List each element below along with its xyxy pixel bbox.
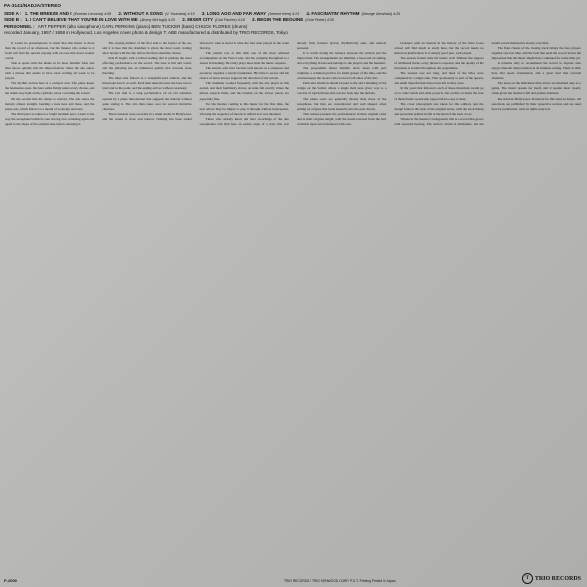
liner-note-paragraph: The drummer worked frequently with the alto player in this period, and their familiarity shows. Accents fall exactly where the phrase expects them, and the brushes on the slower pieces are especially fine. bbox=[199, 81, 289, 101]
liner-note-paragraph: The programme mixes familiar show tunes with jazz originals, a common practice for small groups of the time, and the contrast keeps the record varied across both sides of the disc. bbox=[296, 66, 387, 81]
side-b-label: SIDE B : bbox=[4, 17, 22, 23]
footer bbox=[4, 572, 583, 584]
trio-mark-icon: T bbox=[522, 573, 533, 584]
personnel-names: ART PEPPER (alto saxophone) CARL PERKINS (piano) BEN TUCKER (bass) CHUCK FLORES (drums) bbox=[37, 23, 248, 29]
personnel-label: PERSONNEL : bbox=[4, 23, 35, 29]
track-credit: (Jimmy McHugh) 4:20 bbox=[139, 18, 175, 23]
track-credit: (George Gershwin) 4:25 bbox=[361, 12, 401, 16]
liner-note-paragraph: The final chorus of the closing track brings the four players together one last time, and the fade that ends the record leaves the impression that the music might have continued for some time yet. bbox=[491, 46, 581, 61]
track-listing bbox=[4, 11, 582, 37]
liner-note-paragraph: These sessions were recorded in a small studio in Hollywood, and the sound is close and natural. Nothing has been added afterward; what is heard is what the four men played in the room that day. bbox=[102, 41, 289, 121]
liner-note-paragraph: Recorded in Hollywood. Produced for this issue in Tokyo. All selections are published by their respective owners and are used here by permission, with all rights reserved. bbox=[491, 96, 581, 111]
liner-note-paragraph: The session was not long, and most of the titles were completed in a single take. That spontaneity is part of the appeal, and small imperfections have been left as they were. bbox=[394, 71, 484, 86]
liner-note-paragraph: Side B begins with a ballad reading that is perhaps the most affecting performance on the record. The tone is full and warm, and the phrasing has an unhurried quality that rewards close listening. bbox=[102, 56, 192, 76]
track-credit: (Cole Porter) 4:30 bbox=[305, 18, 334, 23]
liner-note-paragraph: The rhythm section here is a compact unit. The piano keeps the harmonies open, the bass walks firmly under every chorus, and the drums stay light on the cymbals, never crowding the soloist. bbox=[5, 81, 95, 96]
track-credit: (Ernesto Lecuona) 4:08 bbox=[73, 12, 112, 16]
track-title: 4. FASCINATIN' RHYTHM bbox=[306, 11, 360, 16]
catalog-number: PA-3141/NADJA/STEREO bbox=[4, 3, 62, 8]
liner-note-paragraph: The third piece is taken at a bright medium pace. Listen to the way the saxophone builds its solo in long arcs, returning again and again to the shape of the original tune before releasing it. bbox=[5, 111, 95, 126]
liner-note-paragraph: The blues that follows is a straightforward vehicle, and the musicians treat it as such. Each man takes his turn, the bass solo is brief and to the point, and the ending arrives without ceremony. bbox=[102, 76, 192, 91]
side-a-label: SIDE A : bbox=[4, 11, 22, 16]
liner-note-paragraph: Listeners with an interest in the history of the West Coast school will find much to study here, but the record needs no historical justification. It is simply good jazz, well played. bbox=[394, 41, 484, 56]
liner-note-paragraph: Whatever the listener's background, this is a record that grows with repeated hearing. The surface charm is immediate, but the details reveal themselves slowly over time. bbox=[394, 41, 550, 126]
liner-note-paragraph: Particular attention should be paid to the alto's handling of the bridge on the ballad, where a single held note gives way to a cascade of rapid phrases that resolve back into the melody. bbox=[296, 81, 387, 96]
track-credit: (V. Youmans) 4:15 bbox=[165, 12, 195, 16]
liner-note-paragraph: The cover photograph was taken for this edition, and the design follows the style of the original series, with the track listing and personnel printed in full at the head of the back cover. bbox=[394, 101, 484, 116]
liner-note-paragraph: Side A opens with the theme in its most familiar form and then moves quickly into the improvisation, where the alto enters with a phrase that seems to have been waiting all week to be played. bbox=[5, 61, 95, 81]
footer-code: P-2000 bbox=[4, 578, 17, 583]
liner-note-paragraph: The piano solos are generally shorter than those of the saxophone, but they are concentrated and well shaped, often ending on a figure that leads naturally into the next chorus. bbox=[296, 96, 387, 111]
liner-note-paragraph: For the listener coming to this music for the first time, the best advice may be simply to play it through without interruption, allowing the sequence of moods to unfold as it was intended. bbox=[199, 101, 289, 116]
liner-note-paragraph: Those who already know the later recordings of the alto saxophonist will find here an earlier stage of a style that was already fully formed: lyrical, rhythmically alert, and entirely personal. bbox=[199, 41, 387, 126]
liner-note-paragraph: The last title is a long performance on an old standard, opened by a piano introduction that suggests the melody without quite stating it. The alto then takes over for several inventive choruses. bbox=[102, 91, 192, 111]
liner-note-paragraph: This reissue presents the performances in their original order and at their original length, with the sound restored from the best available tapes and transferred with care. bbox=[296, 111, 387, 126]
track-title: 3. LONG AGO AND FAR AWAY bbox=[201, 11, 267, 16]
liner-note-paragraph: On the second title the tempo is relaxed. The alto states the melody almost straight, bending a note here and there, and the piano solo which follows is a model of economy and taste. bbox=[5, 96, 95, 111]
track-credit: (Carl Fischer) 4:18 bbox=[214, 18, 245, 23]
liner-note-paragraph: The bassist, who later became well known as a composer and producer, supplies a steady foundation. His time is secure and his choice of notes always supports the direction of the soloist. bbox=[199, 66, 289, 81]
track-title: 1. I CAN'T BELIEVE THAT YOU'RE IN LOVE WITH ME bbox=[25, 17, 138, 23]
liner-note-paragraph: The pianist was at this time one of the most admired accompanists on the West Coast, and his comping throughout is a lesson in listening. He rarely plays more than the music requires. bbox=[199, 51, 289, 66]
track-title: 3. BEGIN THE BEGUINE bbox=[251, 17, 304, 23]
footer-credits: TRIO RECORDS / TRIO KENWOOD CORP. P.O.T. Printing Printed in Japan bbox=[284, 579, 396, 583]
liner-note-paragraph: It remains only to recommend the record to anyone who enjoys melodic improvisation in an intimate setting. There is little here that needs explanation, and a great deal that rewards attention. bbox=[491, 61, 581, 81]
label-logo bbox=[522, 573, 581, 584]
track-title: 2. MIXER CITY bbox=[182, 17, 213, 23]
label-name: TRIO RECORDS bbox=[534, 575, 581, 582]
liner-note-paragraph: The notes on the individual titles above are intended only as a guide. The music speaks for itself, and it speaks most clearly when given the listener's full and patient attention. bbox=[491, 81, 581, 96]
recording-info: recorded January, 1957 / 1958 in Hollywood, Los Angeles cover photo & design T. ABE manufactured & distributed by TRIO RECORDS, Tokyo bbox=[4, 30, 288, 36]
liner-note-paragraph: The quartet format suits the leader well. Without the support of additional horns, every phrase is exposed, and the quality of his invention is evident throughout the programme. bbox=[394, 56, 484, 71]
liner-note-paragraph: In the years that followed, each of these musicians would go on to other bands and other projects, but on this occasion the four of them found a particular rapport that is easy to hear. bbox=[394, 86, 484, 101]
track-title: 1. THE BREEZE AND I bbox=[24, 11, 72, 16]
liner-note-paragraph: The closing number of the first side is the fastest of the set, and it is here that the drummer is given the most room, trading short breaks with the alto before the final ensemble chorus. bbox=[102, 41, 192, 56]
liner-note-paragraph: It would be presumptuous to insist that this music is more than the record of an afternoon, but the listener who comes to it fresh will find the quartet playing with an ease that never sounds casual. bbox=[5, 41, 95, 61]
liner-note-paragraph: It is worth noting the balance between the written and the improvised. The arrangements are minimal, a head and an ending, and everything in between belongs to the players and the moment. bbox=[296, 51, 387, 66]
track-title: 2. WITHOUT A SONG bbox=[118, 11, 164, 16]
liner-notes bbox=[5, 41, 581, 573]
track-credit: (Jerome Kern) 4:13 bbox=[268, 12, 300, 16]
